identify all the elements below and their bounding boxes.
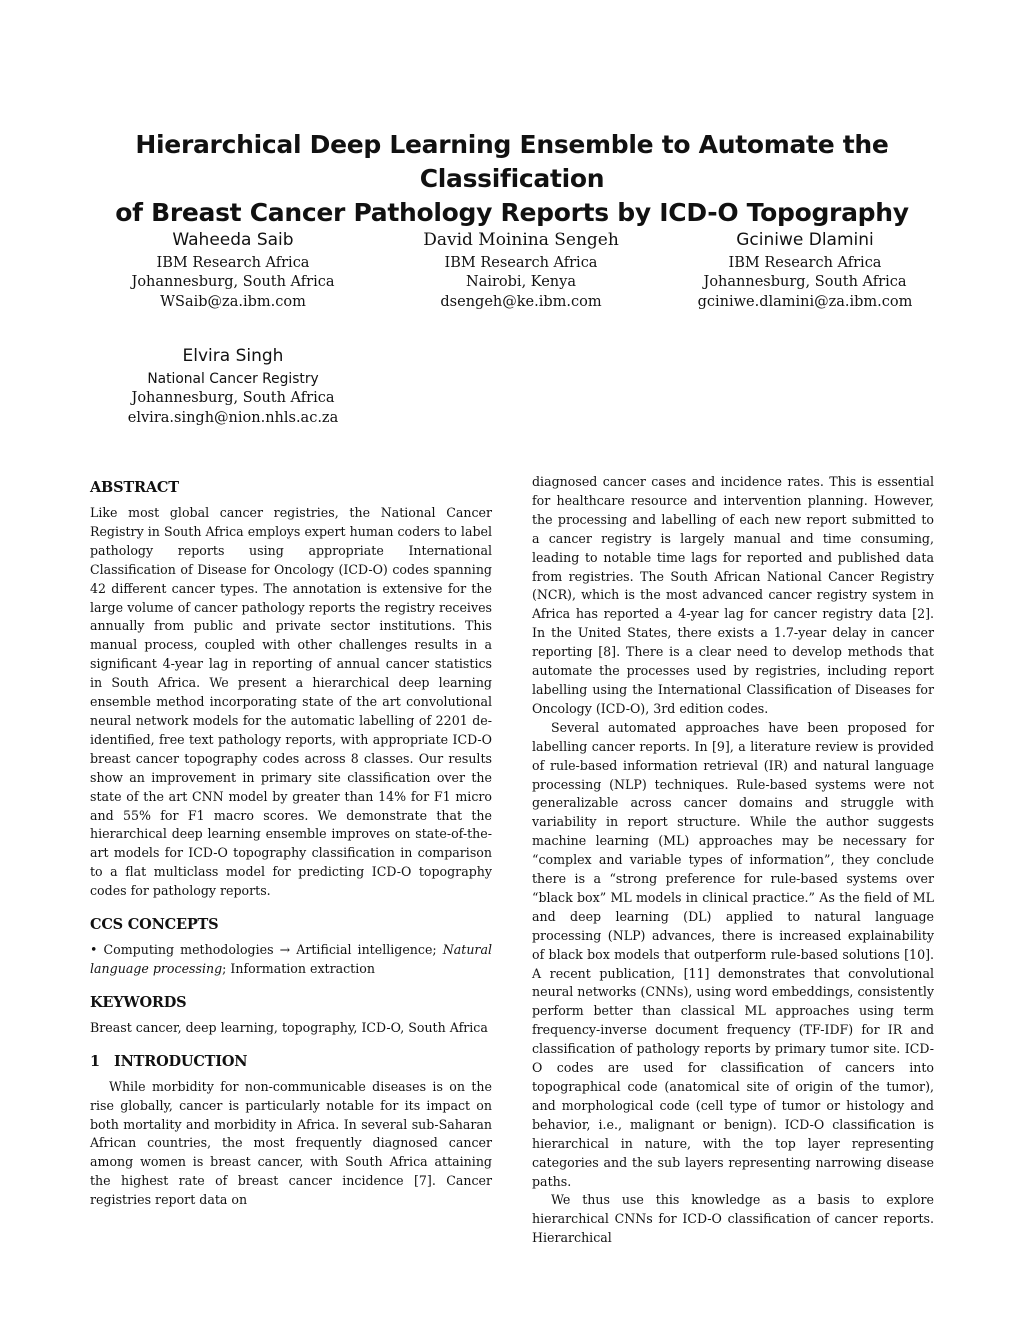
author-name: Gciniwe Dlamini bbox=[736, 230, 874, 250]
author-location: Nairobi, Kenya bbox=[466, 274, 576, 291]
title-line-2: of Breast Cancer Pathology Reports by ICD-O Topography bbox=[115, 198, 909, 227]
ccs-heading: CCS CONCEPTS bbox=[90, 916, 219, 934]
author-org: IBM Research Africa bbox=[728, 255, 882, 271]
intro-heading-text: INTRODUCTION bbox=[114, 1052, 248, 1070]
author-email: gciniwe.dlamini@za.ibm.com bbox=[697, 293, 913, 310]
author-email: elvira.singh@nion.nhls.ac.za bbox=[127, 409, 339, 426]
ccs-text bbox=[90, 941, 492, 979]
author-email: WSaib@za.ibm.com bbox=[160, 293, 306, 310]
author-org: IBM Research Africa bbox=[156, 255, 310, 271]
left-column bbox=[90, 478, 492, 1210]
intro-paragraph-1-right: diagnosed cancer cases and incidence rates. This is essential for healthcare resource and intervention planning. However, the processing and labelling of each new report submitted to a cancer registry is largely manual and time consuming, leading to notable time lags for reported and published data from registries. The South African National Cancer Registry (NCR), which is the most advanced cancer registry system in Africa has reported a 4-year lag for cancer registry data [2]. In the United States, there exists a 1.7-year delay in cancer reporting [8]. There is a clear need to develop methods that automate the processes used by registries, including report labelling using the International Classification of Diseases for Oncology (ICD-O), 3rd edition codes. bbox=[532, 474, 934, 716]
author-org: National Cancer Registry bbox=[147, 371, 319, 387]
author-block-4 bbox=[113, 345, 353, 428]
author-name: Waheeda Saib bbox=[172, 230, 294, 250]
right-column bbox=[532, 473, 934, 1248]
intro-heading bbox=[90, 1052, 492, 1072]
ccs-italic: Natural language processing bbox=[90, 942, 492, 976]
author-block-1 bbox=[113, 229, 353, 312]
abstract-text: Like most global cancer registries, the National Cancer Registry in South Africa employs expert human coders to label pathology reports using appropriate International Classification of Disease for Oncology (ICD-O) codes spanning 42 different cancer types. The annotation is extensive for the large volume of cancer pathology reports the registry receives annually from public and private sector institutions. This manual process, coupled with other challenges results in a significant 4-year lag in reporting of annual cancer statistics in South Africa. We present a hierarchical deep learning ensemble method incorporating state of the art convolutional neural network models for the automatic labelling of 2201 de-identified, free text pathology reports, with appropriate ICD-O breast cancer topography codes across 8 classes. Our results show an improvement in primary site classification over the state of the art CNN model by greater than 14% for F1 micro and 55% for F1 macro scores. We demonstrate that the hierarchical deep learning ensemble improves on state-of-the-art models for ICD-O topography classification in comparison to a flat multiclass model for predicting ICD-O topography codes for pathology reports. bbox=[90, 505, 492, 899]
paper-title bbox=[60, 128, 964, 230]
ccs-prefix: • Computing methodologies → Artificial intelligence; bbox=[90, 942, 443, 958]
intro-paragraph-2: Several automated approaches have been proposed for labelling cancer reports. In [9], a literature review is provided of rule-based information retrieval (IR) and natural language processing (NLP) techniques. Rule-based systems were not generalizable across cancer domains and struggle with variability in report structure. While the author suggests machine learning (ML) approaches may be necessary for “complex and variable types of information”, they conclude there is a “strong preference for rule-based systems over “black box” ML models in clinical practice.” As the field of ML and deep learning (DL) applied to natural language processing (NLP) advances, there is increased explainability of black box models that outperform rule-based solutions [10]. A recent publication, [11] demonstrates that convolutional neural networks (CNNs), using word embeddings, consistently perform better than classical ML approaches using term frequency-inverse document frequency (TF-IDF) for IR and classification of pathology reports by primary tumor site. ICD-O codes are used for classification of cancers into topographical code (anatomical site of origin of the tumor), and morphological code (cell type of tumor or histology and behavior, i.e., malignant or benign). ICD-O classification is hierarchical in nature, with the top layer representing categories and the sub layers representing narrowing disease paths. bbox=[532, 719, 934, 1189]
keywords-heading: KEYWORDS bbox=[90, 993, 187, 1011]
author-block-2 bbox=[391, 229, 651, 312]
author-name: Elvira Singh bbox=[182, 346, 284, 366]
intro-paragraph-1-left: While morbidity for non-communicable diseases is on the rise globally, cancer is particularly notable for its impact on both mortality and morbidity in Africa. In several sub-Saharan African countries, the most frequently diagnosed cancer among women is breast cancer, with South Africa attaining the highest rate of breast cancer incidence [7]. Cancer registries report data on bbox=[90, 1078, 492, 1208]
author-org: IBM Research Africa bbox=[444, 255, 598, 271]
title-line-1: Hierarchical Deep Learning Ensemble to Automate the Classification bbox=[135, 130, 889, 193]
author-location: Johannesburg, South Africa bbox=[131, 274, 335, 291]
author-location: Johannesburg, South Africa bbox=[703, 274, 907, 291]
keywords-text: Breast cancer, deep learning, topography, ICD-O, South Africa bbox=[90, 1019, 488, 1035]
author-name: David Moinina Sengeh bbox=[423, 230, 619, 250]
author-email: dsengeh@ke.ibm.com bbox=[440, 293, 602, 310]
author-block-3 bbox=[680, 229, 930, 312]
author-location: Johannesburg, South Africa bbox=[131, 390, 335, 407]
intro-number: 1 bbox=[90, 1052, 100, 1070]
abstract-heading: ABSTRACT bbox=[90, 479, 179, 496]
ccs-suffix: ; Information extraction bbox=[222, 960, 375, 976]
intro-paragraph-3: We thus use this knowledge as a basis to explore hierarchical CNNs for ICD-O classification of cancer reports. Hierarchical bbox=[532, 1192, 934, 1246]
